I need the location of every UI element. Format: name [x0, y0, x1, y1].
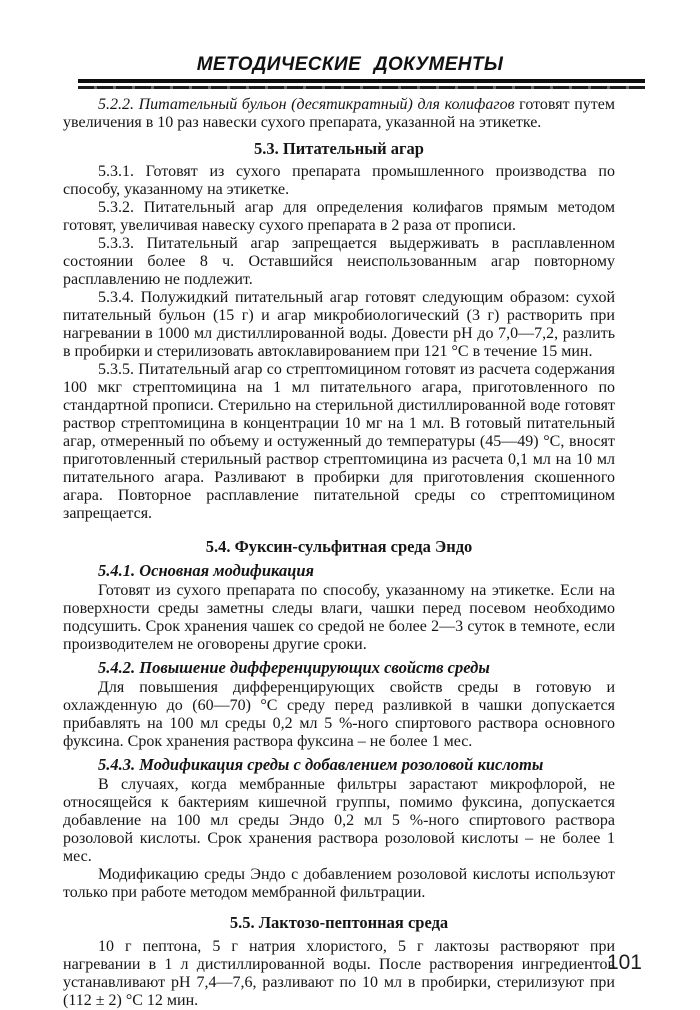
document-body — [63, 96, 615, 1010]
section-heading-5-4: 5.4. Фуксин-сульфитная среда Эндо — [205, 537, 473, 556]
paragraph-5-2-2-lead: 5.2.2. Питательный бульон (десятикратный) для колифагов — [98, 96, 515, 113]
header-rule-thick — [78, 79, 645, 83]
paragraph-5-4-1: Готовят из сухого препарата по способу, указанному на этикетке. Если на поверхности среды заметны следы влаги, чашки перед посевом необходимо подсушить. Срок хранения чашек со средой не более 2—3 суток в темноте, если производителем не оговорены другие сроки. — [63, 582, 615, 653]
page-title: МЕТОДИЧЕСКИЕ ДОКУМЕНТЫ — [196, 54, 504, 75]
section-heading-5-5: 5.5. Лактозо-пептонная среда — [229, 913, 449, 932]
paragraph-5-3-1: 5.3.1. Готовят из сухого препарата промышленного производства по способу, указанному на этикетке. — [63, 163, 615, 198]
paragraph-5-2-2-rest: готовят путем увеличения в 10 раз навески сухого препарата, указанной на этикетке. — [63, 96, 615, 131]
subsection-heading-5-4-3: 5.4.3. Модификация среды с добавлением розоловой кислоты — [98, 755, 544, 774]
paragraph-5-4-2: Для повышения дифференцирующих свойств среды в готовую и охлажденную до (60—70) °С среду перед разливкой в чашки допускается прибавлять на 100 мл среды 0,2 мл 5 %-ного спиртового раствора основного фуксина. Срок хранения раствора фуксина – не более 1 мес. — [63, 679, 615, 750]
subsection-heading-5-4-1: 5.4.1. Основная модификация — [98, 561, 315, 580]
subsection-heading-5-4-2: 5.4.2. Повышение дифференцирующих свойств среды — [98, 658, 490, 677]
paragraph-5-3-2: 5.3.2. Питательный агар для определения колифагов прямым методом готовят, увеличивая навеску сухого препарата в 2 раза от прописи. — [63, 199, 615, 234]
paragraph-5-2-2 — [63, 96, 615, 132]
section-heading-5-3: 5.3. Питательный агар — [254, 139, 424, 158]
paragraph-5-3-3: 5.3.3. Питательный агар запрещается выдерживать в расплавленном состоянии более 8 ч. Оставшийся неиспользованным агар повторному расплавлению не подлежит. — [63, 235, 615, 288]
page-number: 101 — [606, 951, 642, 974]
paragraph-5-4-3a: В случаях, когда мембранные фильтры зарастают микрофлорой, не относящейся к бактериям кишечной группы, помимо фуксина, допускается добавление на 100 мл среды Эндо 0,2 мл 5 %-ного спиртового раствора розоловой кислоты. Срок хранения раствора розоловой кислоты – не более 1 мес. — [63, 776, 615, 865]
paragraph-5-3-4: 5.3.4. Полужидкий питательный агар готовят следующим образом: сухой питательный бульон (15 г) и агар микробиологический (3 г) растворить при нагревании в 1000 мл дистиллированной воды. Довести рН до 7,0—7,2, разлить в пробирки и стерилизовать автоклавированием при 121 °С в течение 15 мин. — [63, 289, 615, 360]
paragraph-5-3-5: 5.3.5. Питательный агар со стрептомицином готовят из расчета содержания 100 мкг стрептомицина на 1 мл питательного агара, приготовленного по стандартной прописи. Стерильно на стерильной дистиллированной воде готовят раствор стрептомицина в концентрации 10 мг на 1 мл. В готовый питательный агар, отмеренный по объему и остуженный до температуры (45—49) °С, вносят приготовленный стерильный раствор стрептомицина из расчета 0,1 мл на 10 мл питательного агара. Разливают в пробирки для приготовления скошенного агара. Повторное расплавление питательной среды со стрептомицином запрещается. — [63, 361, 615, 522]
header-rule-thin — [78, 86, 645, 89]
paragraph-5-5: 10 г пептона, 5 г натрия хлористого, 5 г лактозы растворяют при нагревании в 1 л дистиллированной воды. После растворения ингредиентов устанавливают рН 7,4—7,6, разливают по 10 мл в пробирки, стерилизуют при (112 ± 2) °С 12 мин. — [63, 938, 615, 1009]
paragraph-5-4-3b: Модификацию среды Эндо с добавлением розоловой кислоты используют только при работе методом мембранной фильтрации. — [63, 866, 615, 901]
